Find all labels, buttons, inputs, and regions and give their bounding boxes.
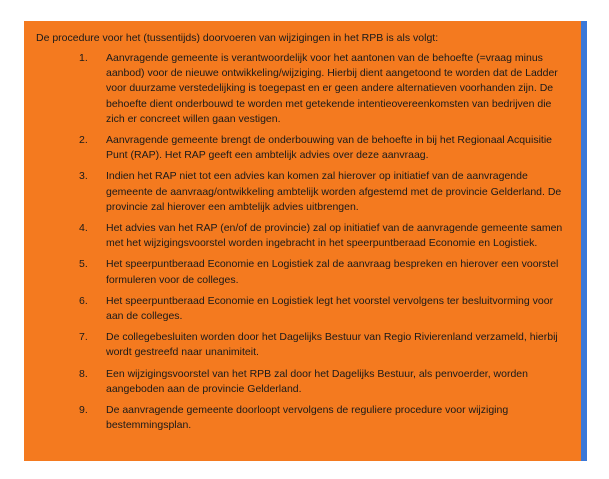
step-number: 1.	[79, 52, 88, 64]
procedure-intro: De procedure voor het (tussentijds) doorvoeren van wijzigingen in het RPB is als volgt:	[36, 32, 439, 44]
step-text: Het speerpuntberaad Economie en Logistiek legt het voorstel vervolgens ter besluitvorming voor aan de colleges.	[106, 294, 554, 323]
procedure-step-2	[24, 133, 580, 163]
panel-side-bar	[581, 21, 587, 461]
step-text: De aanvragende gemeente doorloopt vervolgens de reguliere procedure voor wijziging bestemmingsplan.	[106, 404, 509, 432]
step-number: 6.	[79, 294, 88, 307]
procedure-step-3	[24, 169, 580, 215]
step-number: 4.	[79, 222, 88, 235]
procedure-step-4	[24, 221, 580, 251]
procedure-steps-list	[24, 51, 580, 439]
step-number: 9.	[79, 404, 88, 417]
procedure-step-8	[24, 367, 580, 397]
step-text: Een wijzigingsvoorstel van het RPB zal door het Dagelijks Bestuur, als penvoerder, worden aangeboden aan de provincie Gelderland.	[106, 367, 528, 395]
procedure-panel	[24, 21, 587, 461]
step-text: Aanvragende gemeente is verantwoordelijk voor het aantonen van de behoefte (=vraag minus aanbod) voor de nieuwe ontwikkeling/wijziging. Hierbij dient aangetoond te worden dat de Ladder voor duurzame verstedelijking is toegepast en er geen andere alternatieven voorhanden zijn. De behoefte dient onderbouwd te worden met getekende intentieovereenkomsten van bedrijven die zich er concreet willen gaan vestigen.	[106, 52, 558, 125]
procedure-step-1	[24, 51, 580, 127]
step-number: 5.	[79, 258, 88, 271]
step-text: Indien het RAP niet tot een advies kan komen zal hierover op initiatief van de aanvragende gemeente de aanvraag/ontwikkeling ambtelijk worden afgestemd met de provincie Gelderland. De provincie zal hierover een ambtelijk advies uitbrengen.	[106, 170, 562, 213]
step-text: Aanvragende gemeente brengt de onderbouwing van de behoefte in bij het Regionaal Acquisitie Punt (RAP). Het RAP geeft een ambtelijk advies over deze aanvraag.	[106, 134, 552, 162]
step-text: Het advies van het RAP (en/of de provincie) zal op initiatief van de aanvragende gemeente samen met het wijzigingsvoorstel worden ingebracht in het speerpuntberaad Economie en Logistiek.	[106, 222, 563, 250]
procedure-step-6	[24, 294, 580, 324]
procedure-step-9	[24, 403, 580, 433]
step-text: Het speerpuntberaad Economie en Logistiek zal de aanvraag bespreken en hierover een voorstel formuleren voor de colleges.	[106, 258, 559, 286]
procedure-step-5	[24, 257, 580, 287]
step-number: 7.	[79, 331, 88, 344]
step-text: De collegebesluiten worden door het Dagelijks Bestuur van Regio Rivierenland verzameld, hierbij wordt gestreefd naar unanimiteit.	[106, 331, 558, 359]
step-number: 3.	[79, 170, 88, 183]
step-number: 8.	[79, 367, 88, 380]
step-number: 2.	[79, 134, 88, 147]
procedure-step-7	[24, 330, 580, 360]
